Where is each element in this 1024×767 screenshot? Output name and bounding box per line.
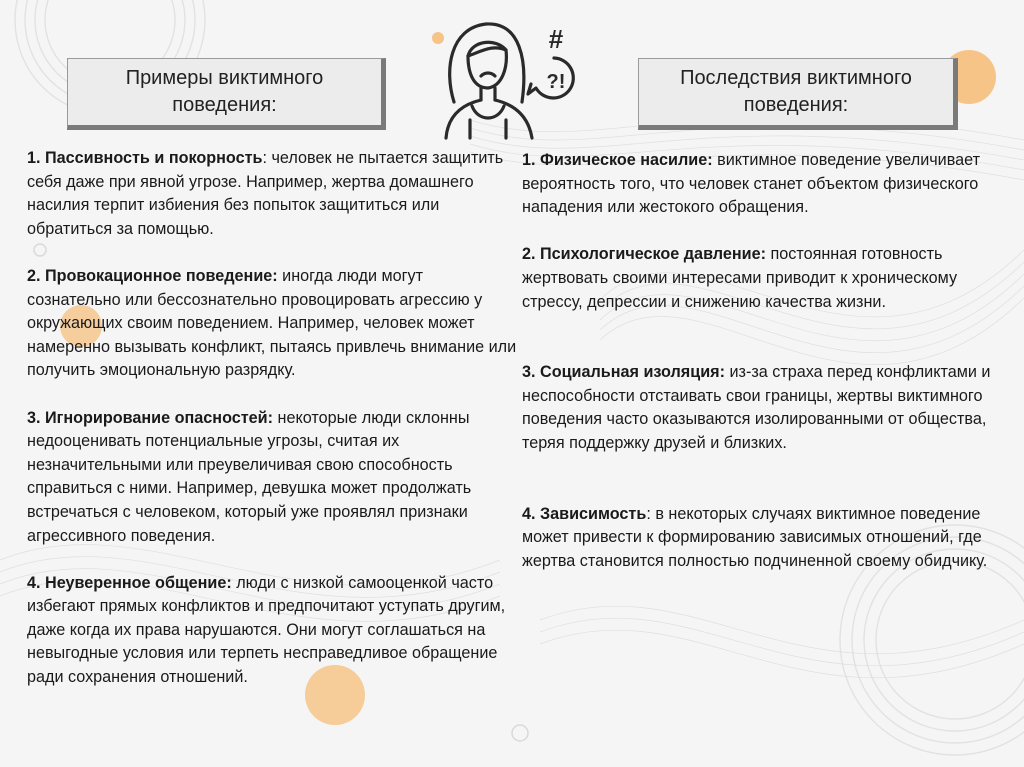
consequence-item-3 (522, 361, 997, 455)
consequences-header-line2: поведения: (743, 94, 849, 116)
example-title-2: 2. Провокационное поведение: (27, 266, 278, 285)
consequence-item-1 (522, 149, 997, 220)
example-title-3: 3. Игнорирование опасностей: (27, 408, 274, 427)
examples-header-line1: Примеры виктимного (125, 67, 324, 89)
example-text-3: некоторые люди склонны недооценивать потенциальные угрозы, считая их незначительными или преувеличивая свою способность справиться с ними. Например, девушка может продолжать встречаться с человеком, который уже проявлял признаки агрессивного поведения. (27, 408, 472, 545)
example-title-4: 4. Неуверенное общение: (27, 573, 232, 592)
examples-header-line2: поведения: (172, 94, 277, 116)
example-item-1 (27, 147, 519, 241)
example-title-1: 1. Пассивность и покорность (27, 149, 263, 167)
examples-header (67, 58, 386, 130)
example-sep-1: : (262, 149, 267, 167)
consequences-list (522, 149, 997, 573)
consequence-item-4 (522, 503, 997, 574)
consequences-header (638, 58, 958, 130)
example-text-1: человек не пытается защитить себя даже при явной угрозе. Например, жертва домашнего насилия терпит избиения без попыток защититься или обратиться за помощью. (27, 149, 504, 238)
consequence-title-1: 1. Физическое насилие: (522, 151, 713, 169)
woman-question-icon (436, 10, 576, 140)
question-exclamation-symbol: ?! (546, 71, 566, 93)
example-item-3 (27, 407, 519, 549)
consequences-header-line1: Последствия виктимного (680, 67, 912, 89)
consequence-sep-4: : (646, 504, 651, 523)
consequence-title-2: 2. Психологическое давление: (522, 245, 766, 264)
hash-symbol: # (548, 24, 564, 54)
consequence-title-3: 3. Социальная изоляция: (522, 363, 725, 382)
example-text-2: иногда люди могут сознательно или бессознательно провоцировать агрессию у окружающих своим поведением. Например, человек может намеренно вызывать конфликт, пытаясь привлечь внимание или получить эмоциональную разрядку. (27, 266, 517, 380)
example-item-2 (27, 265, 519, 383)
consequence-text-2: постоянная готовность жертвовать своими интересами приводит к хроническому стрессу, депрессии и снижению качества жизни. (522, 245, 958, 311)
consequence-text-3: из-за страха перед конфликтами и неспособности отстаивать свои границы, жертвы виктимного поведения часто оказываются изолированными от общества, теряя поддержку друзей и близких. (522, 363, 991, 452)
consequence-text-4: в некоторых случаях виктимное поведение может привести к формированию зависимых отношений, где жертва становится полностью подчиненной своему обидчику. (522, 504, 988, 570)
consequence-item-2 (522, 243, 997, 314)
example-text-4: люди с низкой самооценкой часто избегают прямых конфликтов и предпочитают уступать другим, даже когда их права нарушаются. Они могут соглашаться на невыгодные условия или терпеть несправедливое обращение ради сохранения отношений. (27, 573, 506, 687)
examples-list (27, 147, 519, 690)
consequence-text-1: виктимное поведение увеличивает вероятность того, что человек станет объектом физического нападения или жестокого обращения. (522, 151, 981, 217)
consequence-title-4: 4. Зависимость (522, 504, 647, 523)
example-item-4 (27, 572, 519, 690)
